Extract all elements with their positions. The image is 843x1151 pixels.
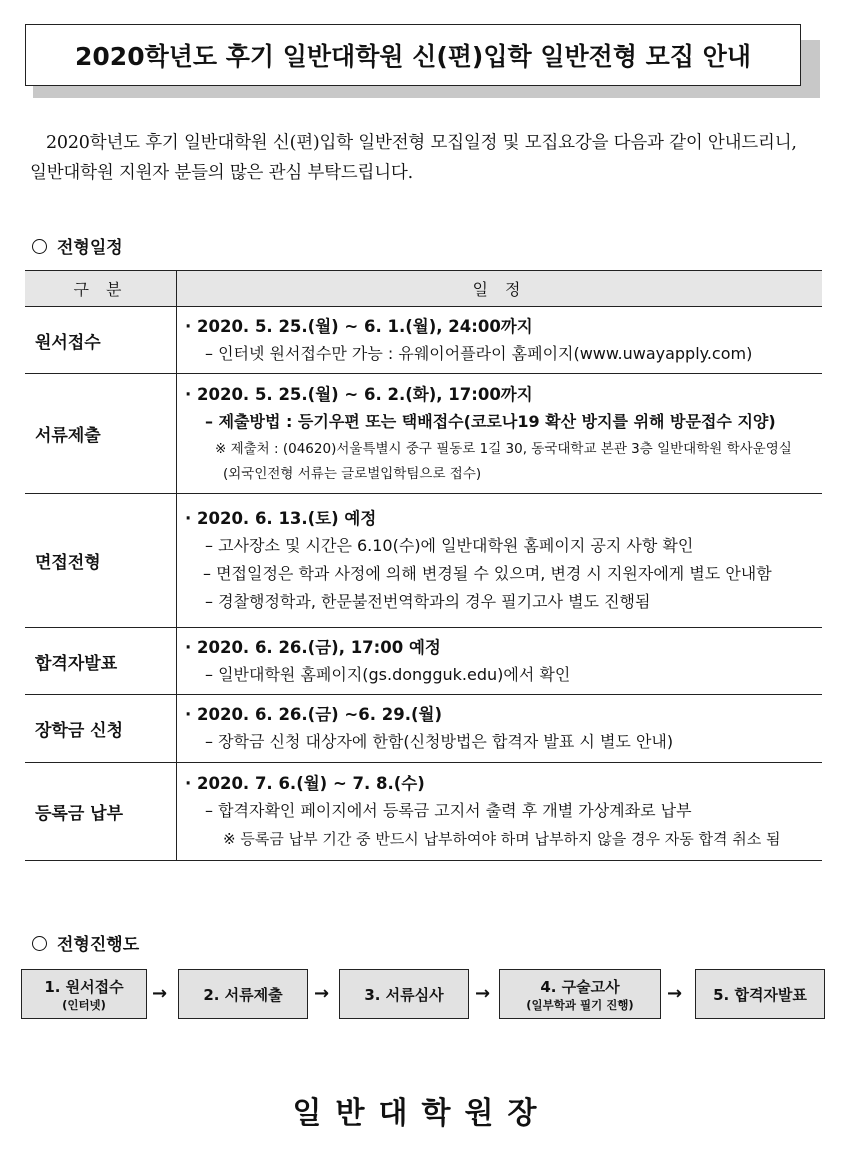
arrow-right-icon: →	[667, 983, 683, 1004]
arrow-right-icon: →	[314, 983, 330, 1004]
circle-bullet-icon	[32, 936, 47, 951]
table-row	[25, 628, 822, 695]
title-banner	[25, 24, 801, 86]
row-details: · 2020. 5. 25.(월) ~ 6. 2.(화), 17:00까지 – 제출방법 : 등기우편 또는 택배접수(코로나19 확산 방지를 위해 방문접수 지양) ※ 제출처 : (04620)서울특별시 중구 필동로 1길 30, 동국대학교 본관 3층 일반대학원 학사운영실 (외국인전형 서류는 글로벌입학팀으로 접수)	[177, 374, 823, 494]
arrow-right-icon: →	[152, 983, 168, 1004]
row-details: · 2020. 6. 26.(금) ~6. 29.(월) – 장학금 신청 대상자에 한함(신청방법은 합격자 발표 시 별도 안내)	[177, 695, 823, 763]
row-category: 등록금 납부	[25, 763, 177, 861]
row-category: 서류제출	[25, 374, 177, 494]
table-row	[25, 763, 822, 861]
row-details: · 2020. 7. 6.(월) ~ 7. 8.(수) – 합격자확인 페이지에서 등록금 고지서 출력 후 개별 가상계좌로 납부 ※ 등록금 납부 기간 중 반드시 납부하여야 하며 납부하지 않을 경우 자동 합격 취소 됨	[177, 763, 823, 861]
intro-paragraph: 2020학년도 후기 일반대학원 신(편)입학 일반전형 모집일정 및 모집요강을 다음과 같이 안내드리니, 일반대학원 지원자 분들의 많은 관심 부탁드립니다.	[30, 133, 797, 183]
title-box	[25, 24, 801, 86]
row-details: · 2020. 6. 26.(금), 17:00 예정 – 일반대학원 홈페이지(gs.dongguk.edu)에서 확인	[177, 628, 823, 695]
flow-step: 2. 서류제출	[178, 969, 308, 1019]
table-row	[25, 307, 822, 374]
row-category: 장학금 신청	[25, 695, 177, 763]
table-row	[25, 695, 822, 763]
footer-signature: 일반대학원장	[292, 1096, 551, 1131]
table-header-row	[25, 271, 822, 307]
flow-heading: 전형진행도	[32, 930, 139, 955]
row-details: · 2020. 5. 25.(월) ~ 6. 1.(월), 24:00까지 – 인터넷 원서접수만 가능 : 유웨이어플라이 홈페이지(www.uwayapply.com)	[177, 307, 823, 374]
row-category: 합격자발표	[25, 628, 177, 695]
flow-step: 3. 서류심사	[339, 969, 469, 1019]
page-title: 2020학년도 후기 일반대학원 신(편)입학 일반전형 모집 안내	[75, 42, 751, 71]
schedule-heading: 전형일정	[32, 233, 123, 258]
table-row	[25, 374, 822, 494]
process-flow	[0, 969, 843, 1021]
flow-step: 4. 구술고사 (일부학과 필기 진행)	[499, 969, 661, 1019]
row-details: · 2020. 6. 13.(토) 예정 – 고사장소 및 시간은 6.10(수)에 일반대학원 홈페이지 공지 사항 확인 – 면접일정은 학과 사정에 의해 변경될 수 있으며, 변경 시 지원자에게 별도 안내함 – 경찰행정학과, 한문불전번역학과의 경우 필기고사 별도 진행됨	[177, 494, 823, 628]
row-category: 면접전형	[25, 494, 177, 628]
row-category: 원서접수	[25, 307, 177, 374]
arrow-right-icon: →	[475, 983, 491, 1004]
header-schedule: 일 정	[177, 271, 823, 307]
table-row	[25, 494, 822, 628]
flow-step: 1. 원서접수 (인터넷)	[21, 969, 147, 1019]
schedule-table	[25, 270, 822, 861]
circle-bullet-icon	[32, 239, 47, 254]
header-category: 구 분	[25, 271, 177, 307]
flow-step: 5. 합격자발표	[695, 969, 825, 1019]
